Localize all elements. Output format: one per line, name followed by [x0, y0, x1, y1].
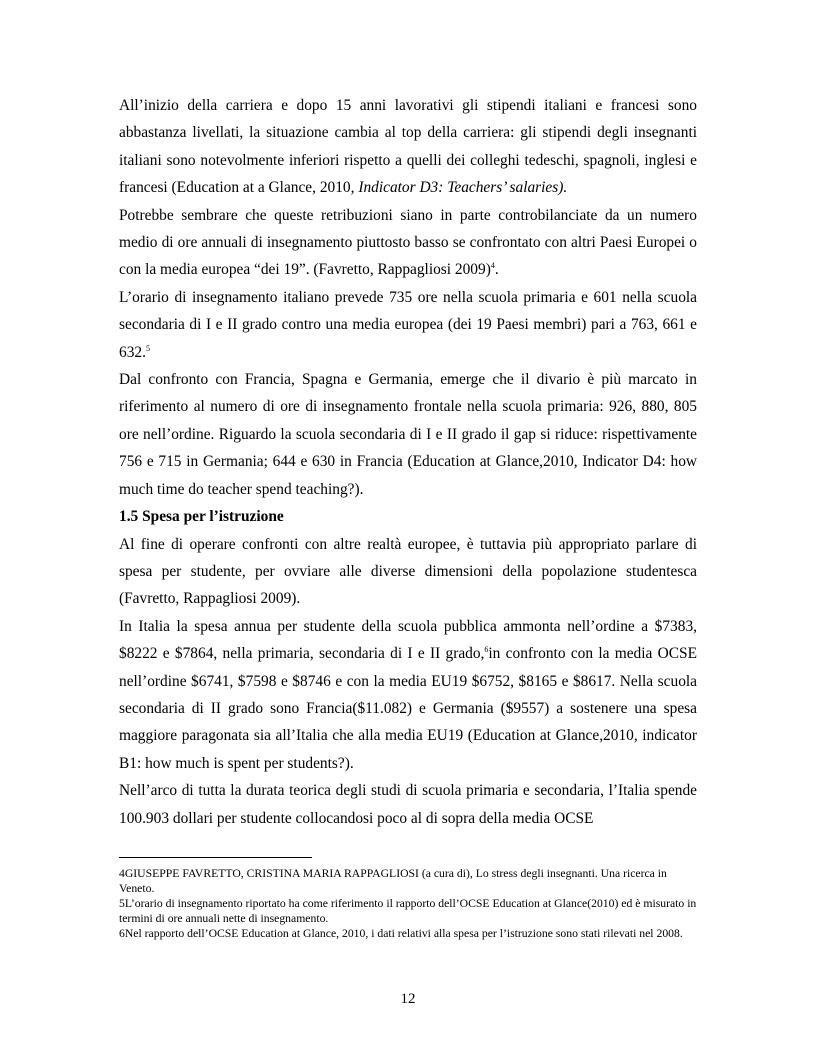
- footnote-6: 6Nel rapporto dell’OCSE Education at Glance, 2010, i dati relativi alla spesa per l’istruzione sono stati rilevati nel 2008.: [119, 927, 683, 940]
- paragraph-text: Potrebbe sembrare che queste retribuzioni siano in parte controbilanciate da un numero medio di ore annuali di insegnamento piuttosto basso se confrontato con altri Paesi Europei o con la media europea “dei 19”. (Favretto, Rappagliosi 2009): [119, 206, 697, 279]
- main-text: [119, 92, 697, 832]
- paragraph-tail: .: [494, 261, 499, 279]
- paragraph-tail: in confronto con la media OCSE nell’ordine $6741, $7598 e $8746 e con la media EU19 $6752, $8165 e $8617. Nella scuola secondaria di II grado sono Francia($11.082) e Germania ($9557) a sostenere una spesa maggiore paragonata sia all’Italia che alla media EU19 (Education at Glance,2010, indicator B1: how much is spent per students?).: [119, 645, 697, 772]
- section-heading: 1.5 Spesa per l’istruzione: [119, 508, 284, 526]
- footnote-4: 4GIUSEPPE FAVRETTO, CRISTINA MARIA RAPPAGLIOSI (a cura di), Lo stress degli insegnanti. Una ricerca in Veneto.: [119, 867, 667, 895]
- paragraph-text: All’inizio della carriera e dopo 15 anni lavorativi gli stipendi italiani e francesi sono abbastanza livellati, la situazione cambia al top della carriera: gli stipendi degli insegnanti italiani sono notevolmente inferiori rispetto a quelli dei colleghi tedeschi, spagnoli, inglesi e francesi (Education at a Glance, 2010: [119, 97, 697, 197]
- indicator-d3-citation: , Indicator D3: Teachers’ salaries).: [350, 179, 568, 197]
- footnote-5: 5L’orario di insegnamento riportato ha come riferimento il rapporto dell’OCSE Education at Glance(2010) ed è misurato in termini di ore annuali nette di insegnamento.: [119, 897, 697, 925]
- paragraph-comparison: [119, 366, 697, 503]
- paragraph-text: In Italia la spesa annua per studente della scuola pubblica ammonta nell’ordine a $7383, $8222 e $7864, nella primaria, secondaria di I e II grado,: [119, 617, 697, 663]
- footnotes: [119, 866, 697, 941]
- paragraph-total-spending: [119, 777, 697, 832]
- paragraph-text: Al fine di operare confronti con altre realtà europee, è tuttavia più appropriato parlare di spesa per studente, per ovviare alle diverse dimensioni della popolazione studentesca (Favretto, Rappagliosi 2009).: [119, 535, 697, 608]
- paragraph-salaries: [119, 92, 697, 202]
- paragraph-text: Dal confronto con Francia, Spagna e Germania, emerge che il divario è più marcato in riferimento al numero di ore di insegnamento frontale nella scuola primaria: 926, 880, 805 ore nell’ordine. Riguardo la scuola secondaria di I e II grado il gap si riduce: rispettivamente 756 e 715 in Germania; 644 e 630 in Francia (Education at Glance,2010, Indicator D4: how much time do teacher spend teaching?).: [119, 371, 697, 498]
- paragraph-spending-data: [119, 613, 697, 777]
- footnote-ref-6[interactable]: 6: [484, 645, 489, 655]
- paragraph-spending-intro: [119, 531, 697, 613]
- paragraph-italian-schedule: [119, 284, 697, 366]
- paragraph-text: L’orario di insegnamento italiano prevede 735 ore nella scuola primaria e 601 nella scuola secondaria di I e II grado contro una media europea (dei 19 Paesi membri) pari a 763, 661 e 632.: [119, 288, 697, 361]
- footnote-ref-5[interactable]: 5: [145, 343, 150, 353]
- footnote-divider: [119, 857, 312, 858]
- paragraph-text: Nell’arco di tutta la durata teorica degli studi di scuola primaria e secondaria, l’Italia spende 100.903 dollari per studente collocandosi poco al di sopra della media OCSE: [119, 782, 697, 827]
- page-number: 12: [400, 991, 416, 1007]
- footnote-ref-4[interactable]: 4: [490, 261, 495, 271]
- paragraph-teaching-hours: [119, 202, 697, 284]
